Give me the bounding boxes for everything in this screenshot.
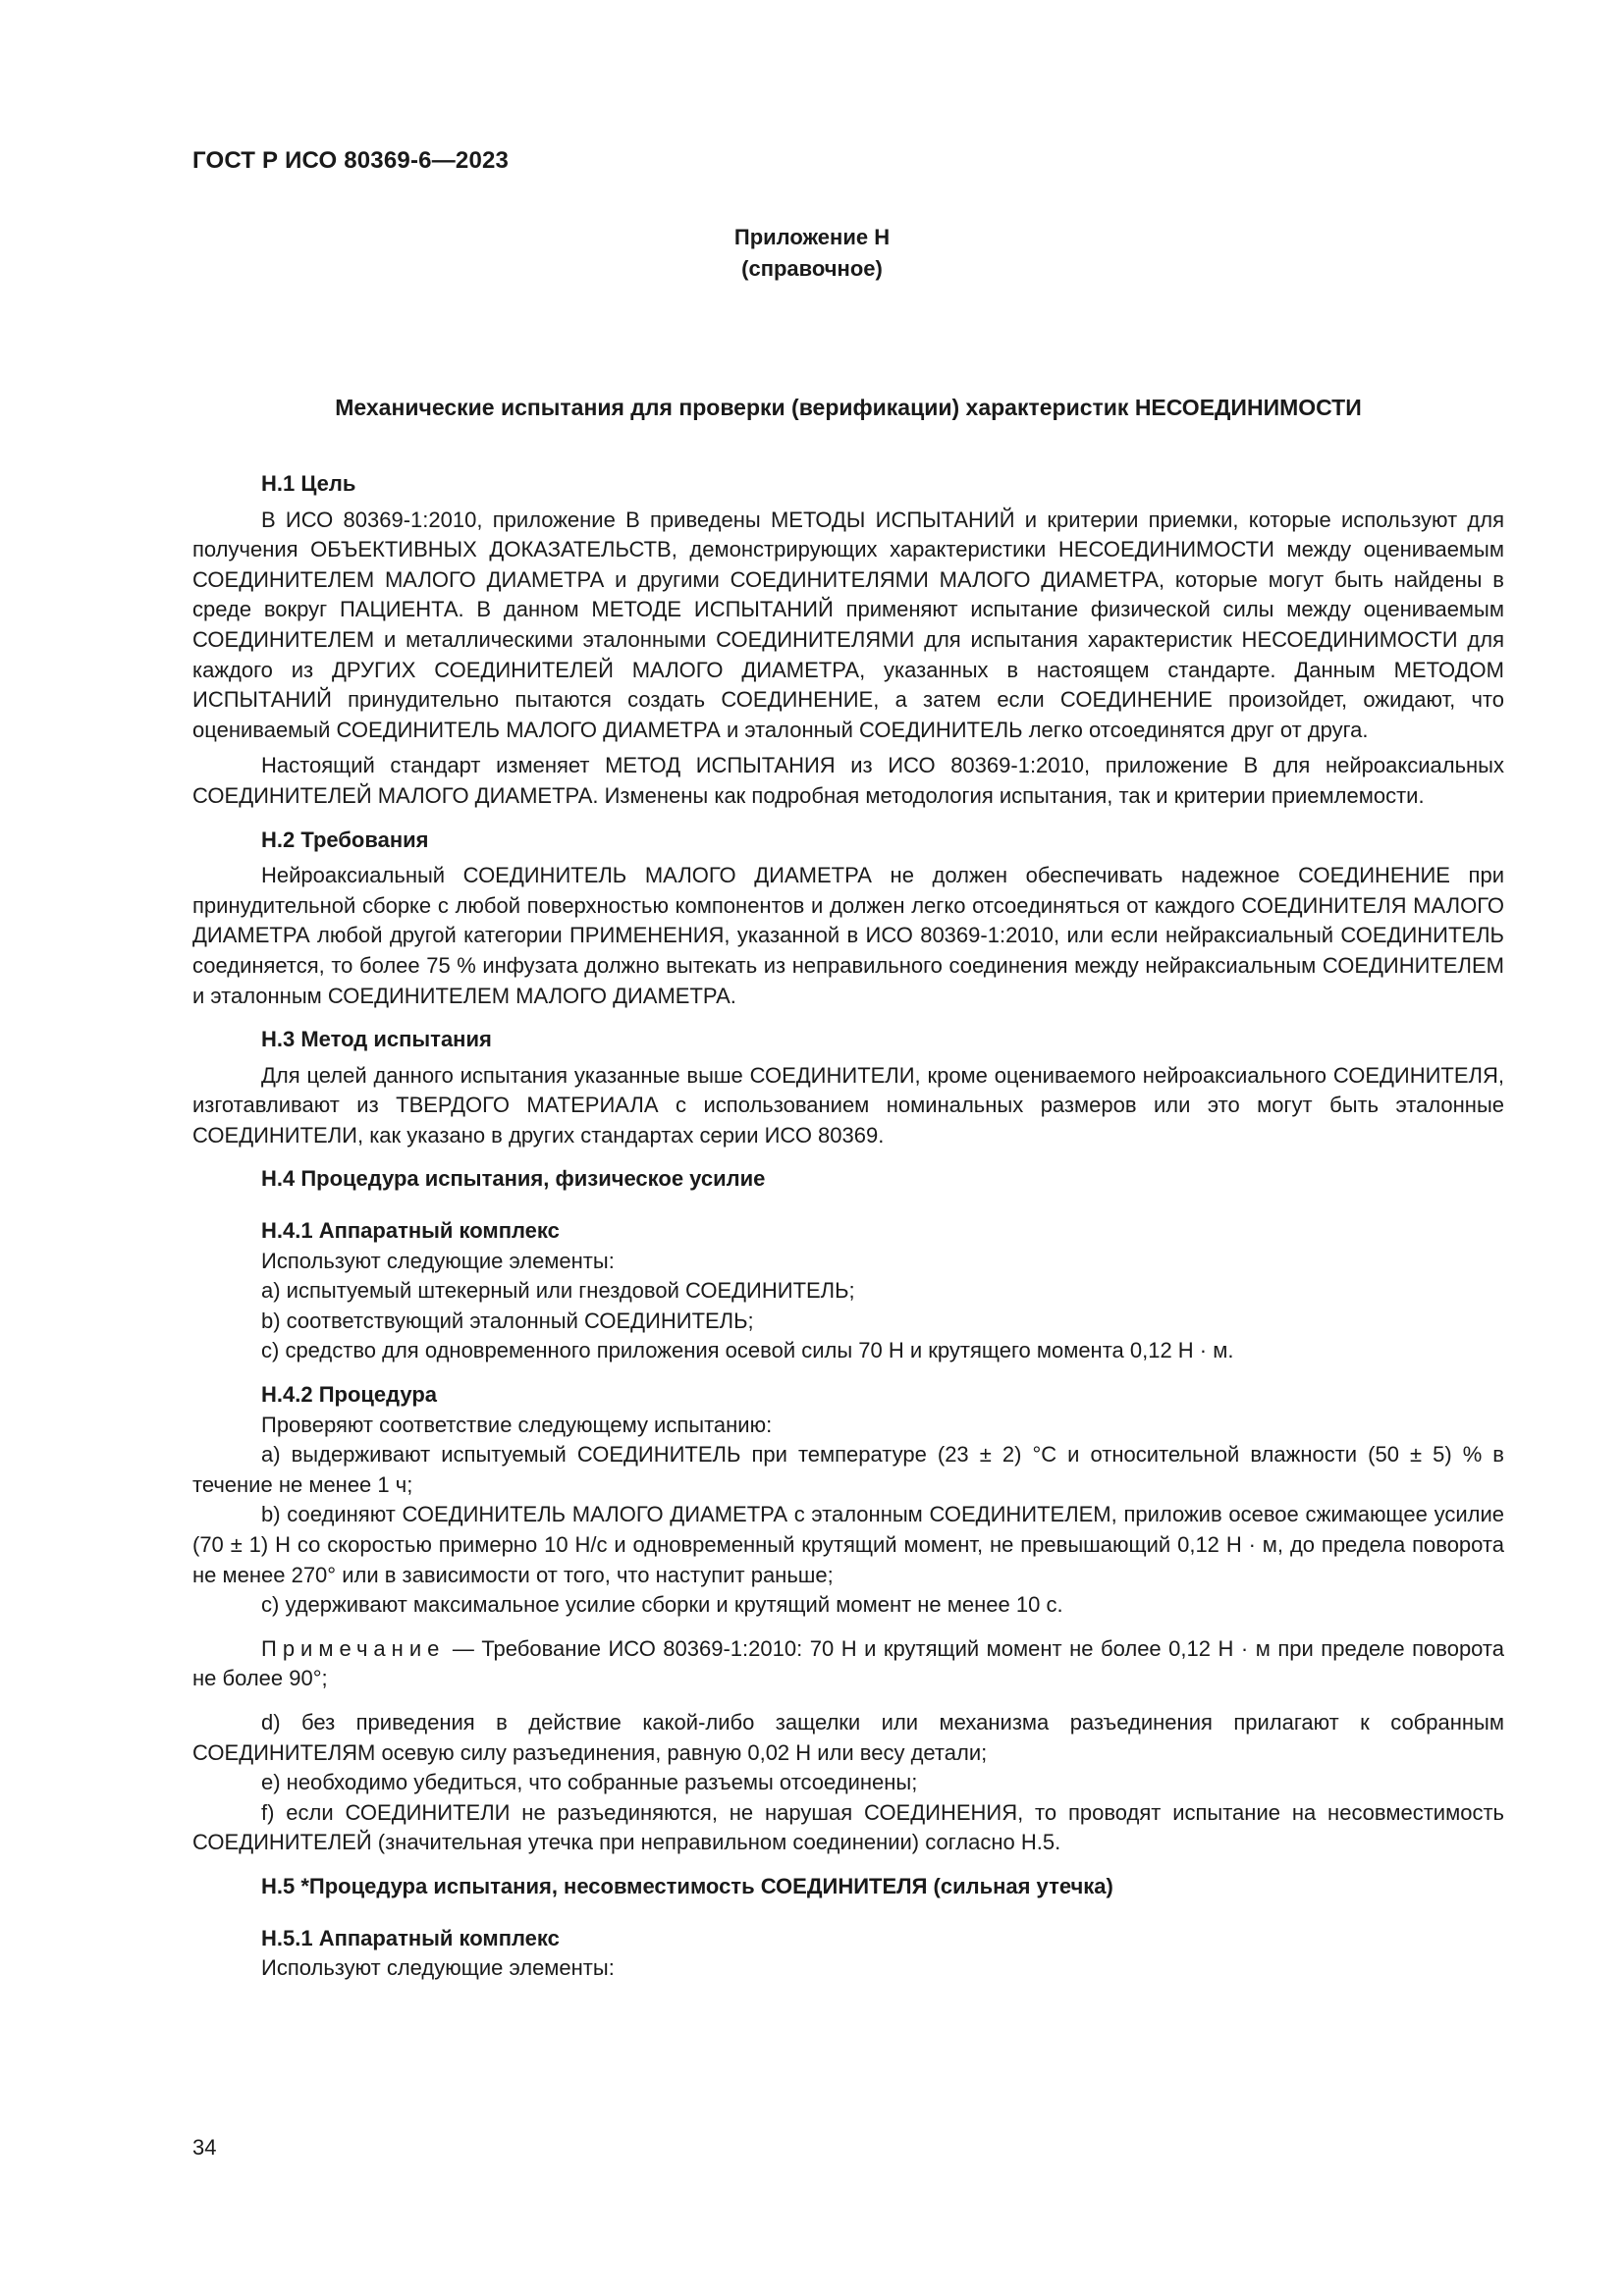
- list-item: a) выдерживают испытуемый СОЕДИНИТЕЛЬ при температуре (23 ± 2) °С и относительной влажности (50 ± 5) % в течение не менее 1 ч;: [192, 1442, 1504, 1497]
- subsection-heading-h5-1: Н.5.1 Аппаратный комплекс: [261, 1925, 560, 1950]
- paragraph-h1-purpose: В ИСО 80369-1:2010, приложение В приведены МЕТОДЫ ИСПЫТАНИЙ и критерии приемки, которые используют для получения ОБЪЕКТИВНЫХ ДОКАЗАТЕЛЬСТВ, демонстрирующих характеристики НЕСОЕДИНИМОСТИ между оцениваемым СОЕДИНИТЕЛЕМ МАЛОГО ДИАМЕТРА и другими СОЕДИНИТЕЛЯМИ МАЛОГО ДИАМЕТРА, которые могут быть найдены в среде вокруг ПАЦИЕНТА. В данном МЕТОДЕ ИСПЫТАНИЙ применяют испытание физической силы между оцениваемым СОЕДИНИТЕЛЕМ и металлическими эталонными СОЕДИНИТЕЛЯМИ для испытания характеристик НЕСОЕДИНИМОСТИ для каждого из ДРУГИХ СОЕДИНИТЕЛЕЙ МАЛОГО ДИАМЕТРА, указанных в настоящем стандарте. Данным МЕТОДОМ ИСПЫТАНИЙ принудительно пытаются создать СОЕДИНЕНИЕ, а затем если СОЕДИНЕНИЕ произойдет, ожидают, что оцениваемый СОЕДИНИТЕЛЬ МАЛОГО ДИАМЕТРА и эталонный СОЕДИНИТЕЛЬ легко отсоединятся друг от друга.: [192, 507, 1504, 742]
- list-item: f) если СОЕДИНИТЕЛИ не разъединяются, не нарушая СОЕДИНЕНИЯ, то проводят испытание на несовместимость СОЕДИНИТЕЛЕЙ (значительная утечка при неправильном соединении) согласно Н.5.: [192, 1799, 1504, 1855]
- section-heading-h3: Н.3 Метод испытания: [261, 1027, 492, 1052]
- paragraph-h3-method: Для целей данного испытания указанные выше СОЕДИНИТЕЛИ, кроме оцениваемого нейроаксиального СОЕДИНИТЕЛЯ, изготавливают из ТВЕРДОГО МАТЕРИАЛА с использованием номинальных размеров или это могут быть эталонные СОЕДИНИТЕЛИ, как указано в других стандартах серии ИСО 80369.: [192, 1062, 1504, 1148]
- document-header: ГОСТ Р ИСО 80369-6—2023: [192, 147, 510, 174]
- list-item: e) необходимо убедиться, что собранные разъемы отсоединены;: [261, 1770, 918, 1795]
- h4-1-intro: Используют следующие элементы:: [261, 1248, 615, 1273]
- annex-type: (справочное): [741, 256, 883, 281]
- subsection-heading-h4-1: Н.4.1 Аппаратный комплекс: [261, 1218, 560, 1244]
- page-number: 34: [192, 2135, 217, 2160]
- main-title: Механические испытания для проверки (верификации) характеристик НЕСОЕДИНИМОСТИ: [335, 395, 1362, 420]
- paragraph-h1-change: Настоящий стандарт изменяет МЕТОД ИСПЫТАНИЯ из ИСО 80369-1:2010, приложение В для нейроаксиальных СОЕДИНИТЕЛЕЙ МАЛОГО ДИАМЕТРА. Изменены как подробная методология испытания, так и критерии приемлемости.: [192, 753, 1504, 808]
- note-text: — Требование ИСО 80369-1:2010: 70 Н и крутящий момент не более 0,12 Н · м при пределе поворота не более 90°;: [192, 1635, 1504, 1691]
- paragraph-h2-requirements: Нейроаксиальный СОЕДИНИТЕЛЬ МАЛОГО ДИАМЕТРА не должен обеспечивать надежное СОЕДИНЕНИЕ при принудительной сборке с любой поверхностью компонентов и должен легко отсоединяться от каждого СОЕДИНИТЕЛЯ МАЛОГО ДИАМЕТРА любой другой категории ПРИМЕНЕНИЯ, указанной в ИСО 80369-1:2010, или если нейраксиальный СОЕДИНИТЕЛЬ соединяется, то более 75 % инфузата должно вытекать из неправильного соединения между нейраксиальным СОЕДИНИТЕЛЕМ и эталонным СОЕДИНИТЕЛЕМ МАЛОГО ДИАМЕТРА.: [192, 863, 1504, 1008]
- annex-title: Приложение Н: [733, 225, 891, 249]
- section-heading-h2: Н.2 Требования: [261, 827, 429, 852]
- list-item: c) средство для одновременного приложения осевой силы 70 Н и крутящего момента 0,12 Н · м.: [261, 1338, 1234, 1363]
- h4-2-intro: Проверяют соответствие следующему испытанию:: [261, 1412, 773, 1437]
- section-heading-h5: Н.5 *Процедура испытания, несовместимость СОЕДИНИТЕЛЯ (сильная утечка): [261, 1873, 1113, 1898]
- list-item: a) испытуемый штекерный или гнездовой СОЕДИНИТЕЛЬ;: [261, 1278, 855, 1304]
- list-item: d) без приведения в действие какой-либо защелки или механизма разъединения прилагают к собранным СОЕДИНИТЕЛЯМ осевую силу разъединения, равную 0,02 Н или весу детали;: [192, 1709, 1504, 1765]
- note-label: Примечание: [261, 1635, 446, 1661]
- note: [192, 1634, 1504, 1694]
- list-item: c) удерживают максимальное усилие сборки и крутящий момент не менее 10 с.: [261, 1592, 1063, 1618]
- subsection-heading-h4-2: Н.4.2 Процедура: [261, 1382, 437, 1408]
- list-item: b) соответствующий эталонный СОЕДИНИТЕЛЬ;: [261, 1308, 754, 1333]
- section-heading-h4: Н.4 Процедура испытания, физическое усилие: [261, 1166, 766, 1192]
- document-body: [192, 469, 1504, 1984]
- section-heading-h1: Н.1 Цель: [261, 471, 356, 496]
- list-item: b) соединяют СОЕДИНИТЕЛЬ МАЛОГО ДИАМЕТРА с эталонным СОЕДИНИТЕЛЕМ, приложив осевое сжимающее усилие (70 ± 1) Н со скоростью примерно 10 Н/с и одновременный крутящий момент, не превышающий 0,12 Н · м, до предела поворота не менее 270° или в зависимости от того, что наступит раньше;: [192, 1502, 1504, 1587]
- annex-heading: [0, 222, 1624, 285]
- h5-1-intro: Используют следующие элементы:: [261, 1955, 615, 1981]
